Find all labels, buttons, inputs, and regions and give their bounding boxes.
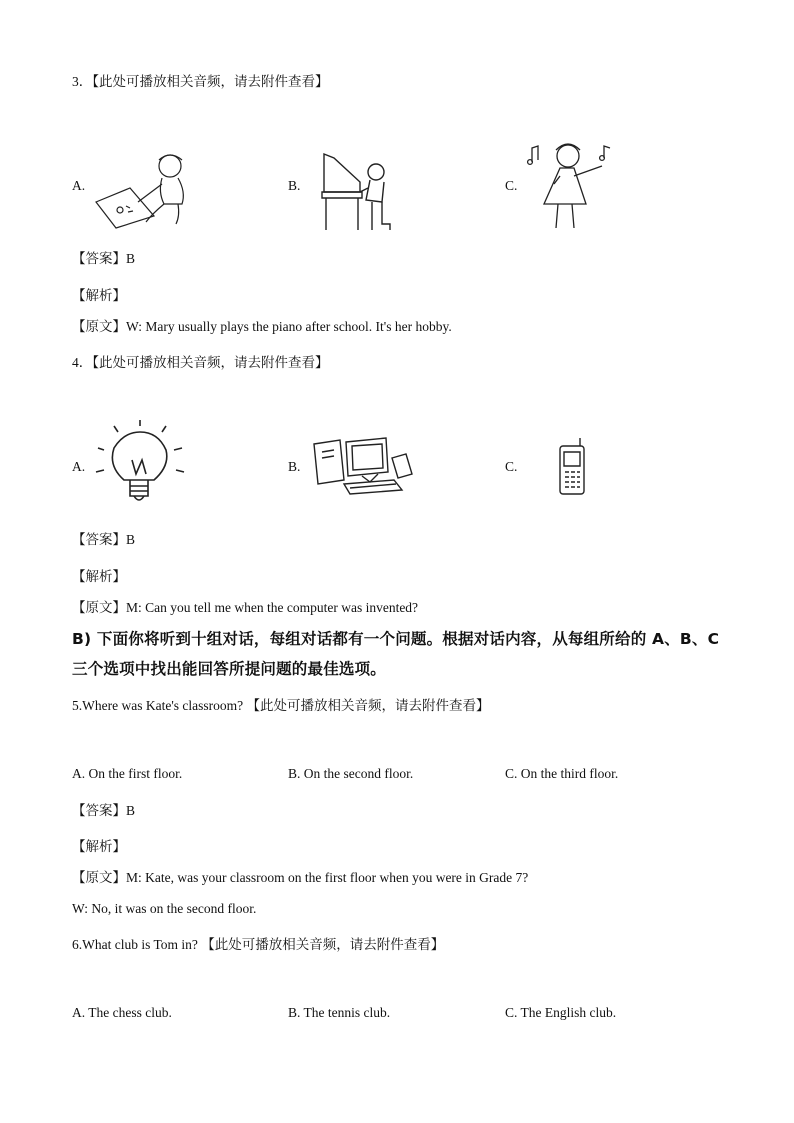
q6-option-a: A. The chess club. xyxy=(72,1005,172,1020)
q3-option-c-label: C. xyxy=(505,178,518,193)
q6-prompt: 6.What club is Tom in? 【此处可播放相关音频，请去附件查看】 xyxy=(72,937,445,952)
q5-answer: 【答案】B xyxy=(72,803,136,818)
q4-option-a-label: A. xyxy=(72,459,86,474)
q3-analysis-heading: 【解析】 xyxy=(72,288,126,303)
q4-prompt: 4．【此处可播放相关音频，请去附件查看】 xyxy=(72,355,329,370)
q4-option-c-label: C. xyxy=(505,459,518,474)
q4-analysis-heading: 【解析】 xyxy=(72,569,126,584)
q5-prompt: 5.Where was Kate's classroom? 【此处可播放相关音频，请去附件查看】 xyxy=(72,698,490,713)
q4-option-b-label: B. xyxy=(288,459,301,474)
q3-answer: 【答案】B xyxy=(72,251,136,266)
q3-transcript: 【原文】W: Mary usually plays the piano after school. It's her hobby. xyxy=(72,319,452,334)
q4-answer: 【答案】B xyxy=(72,532,136,547)
computer-picture xyxy=(310,434,414,496)
q6-option-c: C. The English club. xyxy=(505,1005,617,1020)
q3-option-a-label: A. xyxy=(72,178,86,193)
q5-transcript-line2: W: No, it was on the second floor. xyxy=(72,901,257,916)
girl-singing-picture xyxy=(528,142,612,228)
q5-option-b: B. On the second floor. xyxy=(288,766,414,781)
q3-prompt: 3．【此处可播放相关音频，请去附件查看】 xyxy=(72,74,329,89)
girl-drawing-picture xyxy=(92,152,188,228)
q4-transcript: 【原文】M: Can you tell me when the computer was invented? xyxy=(72,600,419,615)
q5-option-c: C. On the third floor. xyxy=(505,766,619,781)
q5-option-a: A. On the first floor. xyxy=(72,766,183,781)
q6-option-b: B. The tennis club. xyxy=(288,1005,391,1020)
piano-picture xyxy=(320,152,392,230)
section-b-instructions-line1: B) 下面你将听到十组对话，每组对话都有一个问题。根据对话内容，从每组所给的 A、B、C xyxy=(72,630,720,648)
section-b-instructions-line2: 三个选项中找出能回答所提问题的最佳选项。 xyxy=(72,660,387,678)
mobile-phone-picture xyxy=(558,436,586,496)
q5-transcript-line1: 【原文】M: Kate, was your classroom on the first floor when you were in Grade 7? xyxy=(72,870,529,885)
q5-analysis-heading: 【解析】 xyxy=(72,839,126,854)
light-bulb-picture xyxy=(96,424,184,510)
q3-option-b-label: B. xyxy=(288,178,301,193)
